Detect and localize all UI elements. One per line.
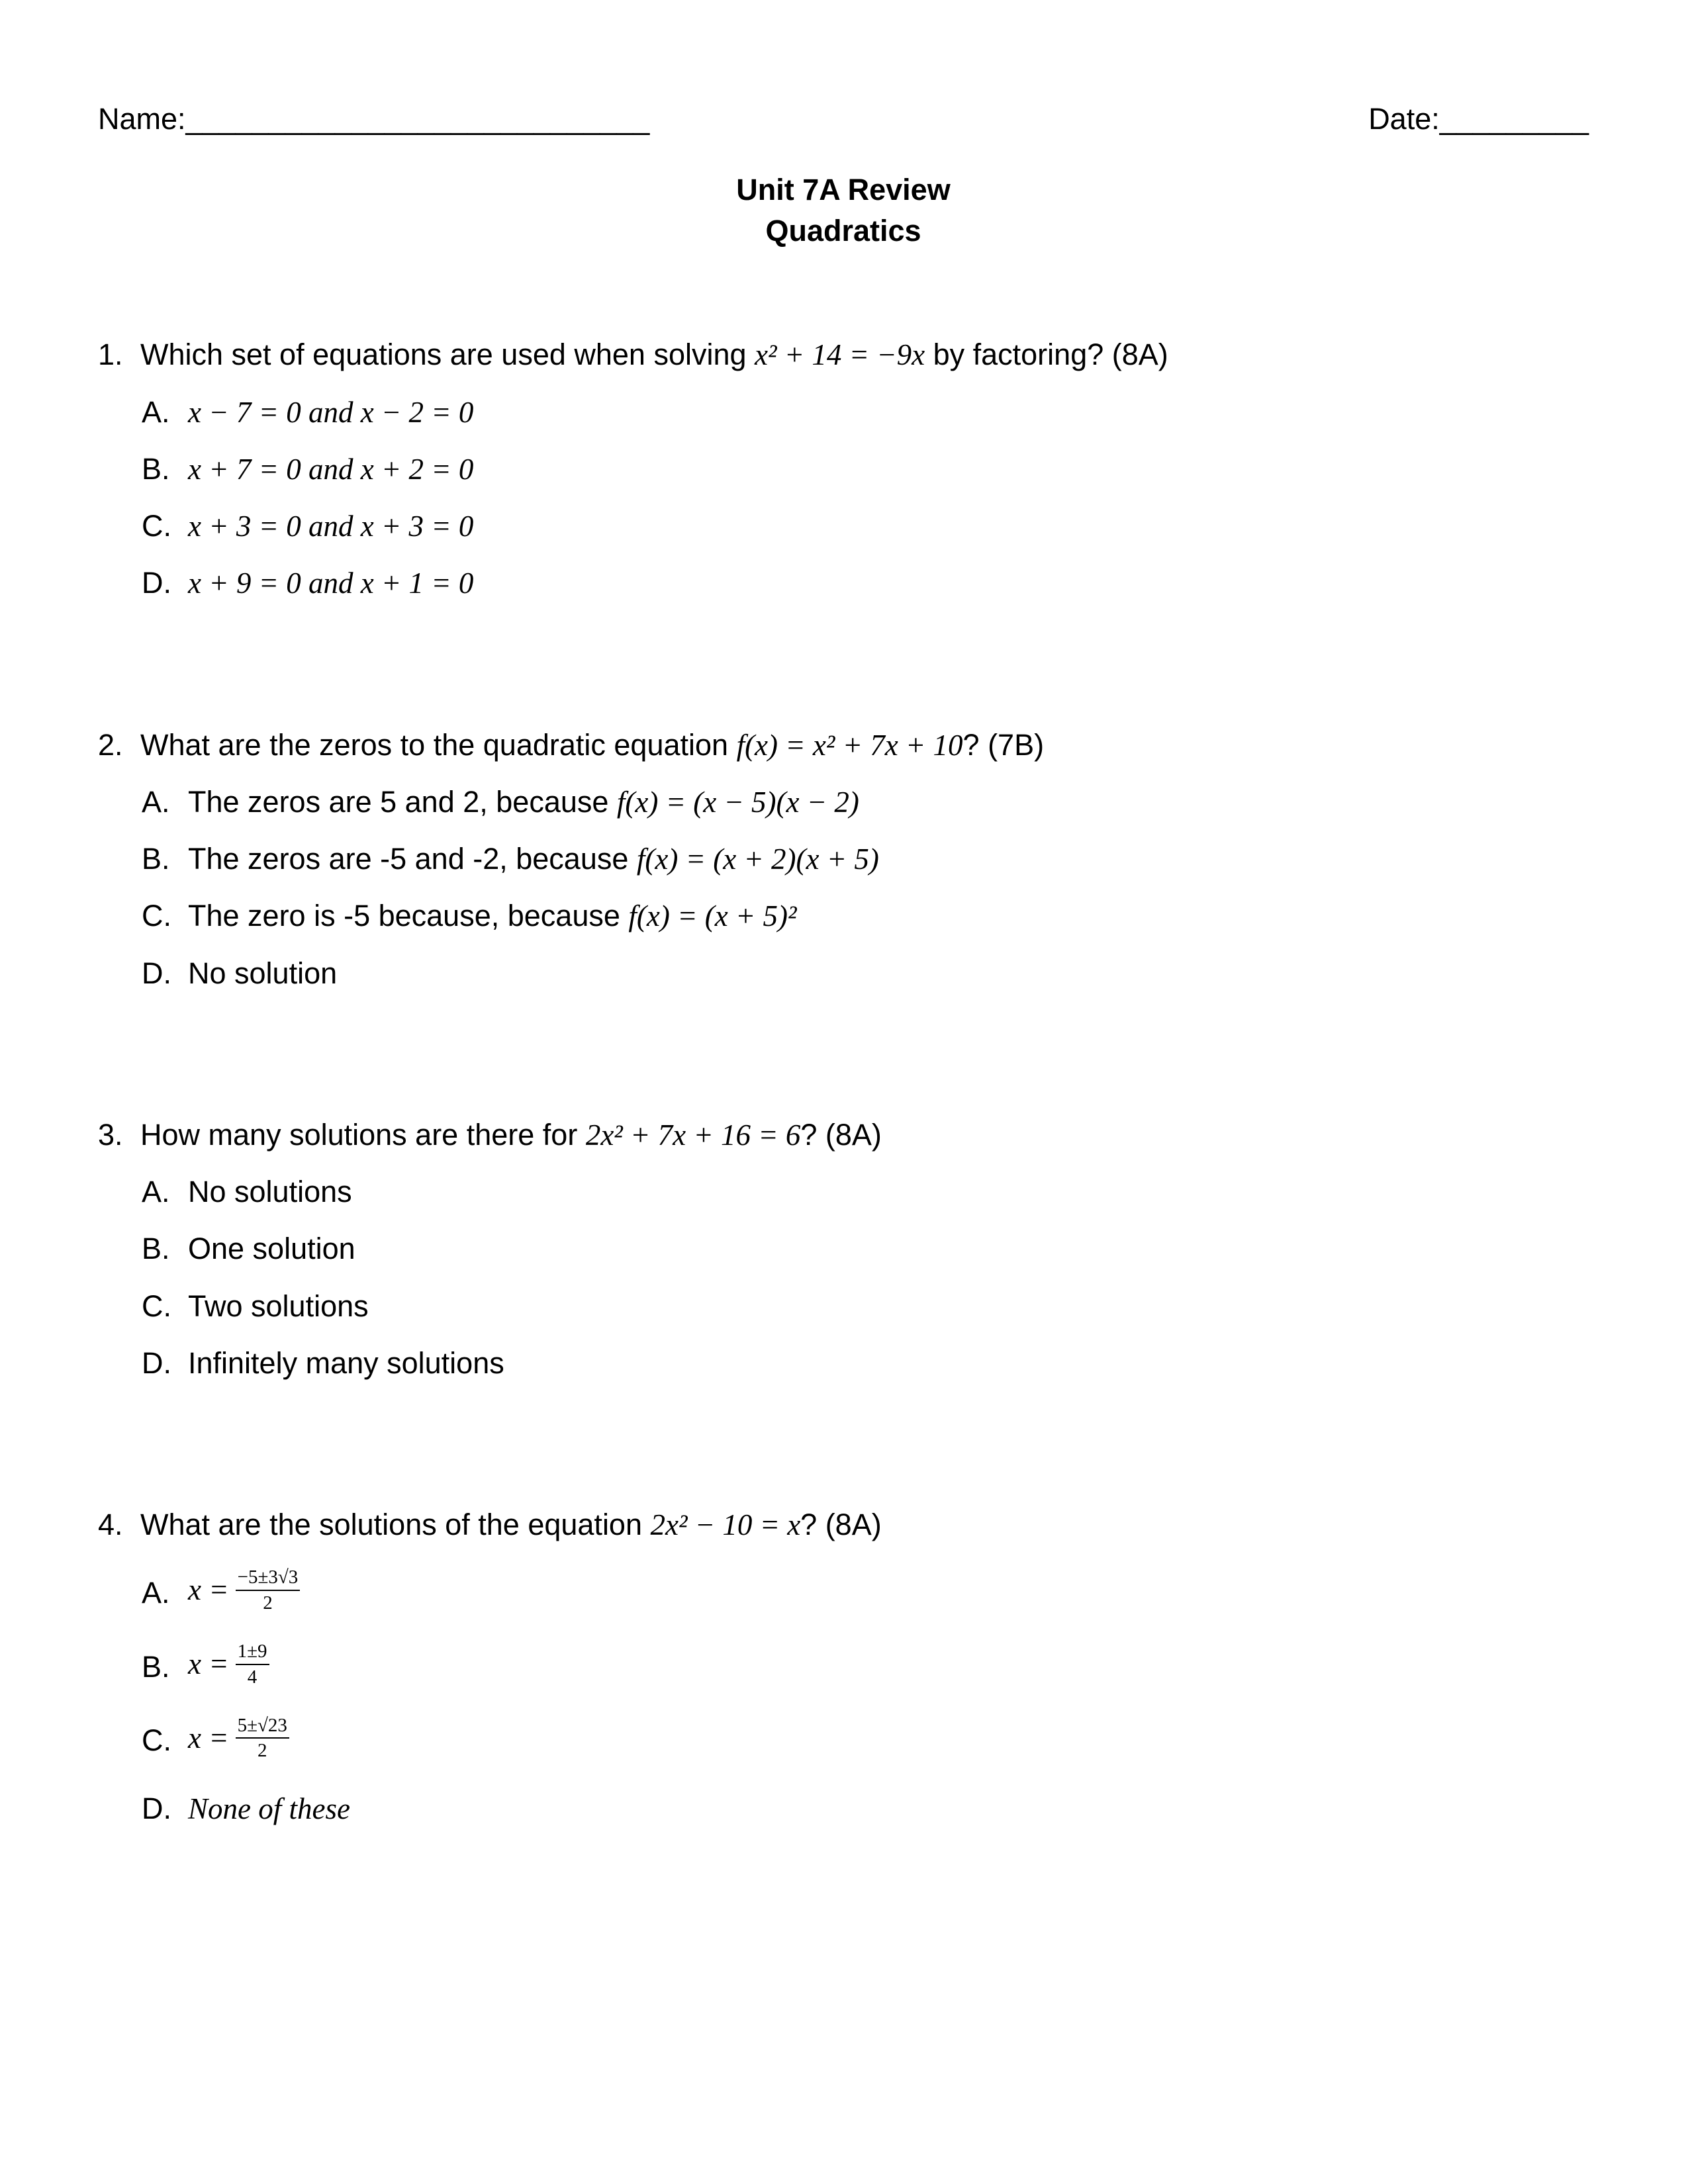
name-label: Name: <box>98 102 186 136</box>
math-expression: 2x² − 10 = x <box>650 1508 801 1542</box>
fraction-denominator: 2 <box>263 1592 273 1614</box>
choice-text: No solution <box>188 956 338 990</box>
choice-letter: C. <box>142 1289 171 1323</box>
choice-letter: C. <box>142 1723 171 1758</box>
question-4-choice-b <box>142 1643 1589 1692</box>
equation-lhs: x = <box>188 1721 229 1754</box>
name-blank: ____________________________ <box>185 102 650 136</box>
fraction-denominator: 4 <box>247 1666 258 1688</box>
question-4-choice-d <box>142 1790 1589 1827</box>
date-blank: _________ <box>1439 102 1589 136</box>
question-1-choice-a <box>142 394 1589 431</box>
fraction <box>236 1714 289 1763</box>
name-field <box>98 101 649 138</box>
math-expression: x² + 14 = −9x <box>755 338 925 372</box>
question-3-choice-c <box>142 1288 1589 1325</box>
prompt-text: ? (7B) <box>962 727 1045 762</box>
question-3 <box>98 1116 1589 1382</box>
fraction-numerator: 5±√23 <box>236 1714 289 1739</box>
choice-text-plain: The zeros are -5 and -2, because <box>188 842 637 876</box>
worksheet-title-block <box>98 169 1589 251</box>
question-4-choice-c <box>142 1714 1589 1766</box>
math-expression: x + 7 = 0 and x + 2 = 0 <box>188 452 474 486</box>
equation-lhs: x = <box>188 1573 229 1607</box>
fraction <box>236 1566 301 1615</box>
question-1-choice-b <box>142 451 1589 488</box>
choice-letter: C. <box>142 899 171 933</box>
date-field <box>1368 101 1589 138</box>
choice-text <box>188 897 797 934</box>
choice-letter: A. <box>142 784 170 819</box>
question-1-choice-c <box>142 508 1589 545</box>
math-expression: f(x) = x² + 7x + 10 <box>736 728 963 762</box>
prompt-text: ? (8A) <box>800 1117 882 1152</box>
question-text <box>140 336 1168 373</box>
question-2-prompt <box>98 727 1589 764</box>
question-text <box>140 727 1044 764</box>
question-1 <box>98 336 1589 602</box>
prompt-text: ? (8A) <box>800 1508 882 1542</box>
question-3-choice-d <box>142 1345 1589 1382</box>
math-expression <box>188 1643 269 1692</box>
question-2-choice-b <box>142 841 1589 878</box>
math-expression <box>188 1714 289 1766</box>
question-number: 2. <box>98 727 123 762</box>
choice-letter: A. <box>142 394 170 429</box>
math-expression: f(x) = (x + 5)² <box>628 899 797 933</box>
math-expression: f(x) = (x + 2)(x + 5) <box>636 842 879 876</box>
question-4-prompt <box>98 1506 1589 1543</box>
choice-letter: D. <box>142 1345 171 1380</box>
choice-text: One solution <box>188 1232 355 1266</box>
math-expression: x − 7 = 0 and x − 2 = 0 <box>188 395 474 429</box>
question-1-choices <box>142 394 1589 602</box>
choice-letter: B. <box>142 1649 170 1684</box>
math-expression: x + 9 = 0 and x + 1 = 0 <box>188 567 474 600</box>
choice-letter: A. <box>142 1175 170 1209</box>
question-4-choices <box>142 1569 1589 1827</box>
math-expression: 2x² + 7x + 16 = 6 <box>585 1118 801 1152</box>
choice-letter: D. <box>142 956 171 990</box>
prompt-text: What are the zeros to the quadratic equation <box>140 727 737 762</box>
fraction <box>236 1640 269 1689</box>
fraction-numerator: −5±3√3 <box>236 1566 301 1591</box>
choice-text: Infinitely many solutions <box>188 1345 504 1380</box>
question-number: 1. <box>98 338 123 372</box>
prompt-text: by factoring? (8A) <box>925 338 1168 372</box>
question-3-choice-b <box>142 1230 1589 1267</box>
fraction-denominator: 2 <box>258 1740 267 1762</box>
worksheet-subtitle: Quadratics <box>765 214 921 248</box>
question-4-choice-a <box>142 1569 1589 1617</box>
question-2-choices <box>142 784 1589 992</box>
worksheet-title: Unit 7A Review <box>736 173 951 207</box>
choice-letter: B. <box>142 1232 170 1266</box>
equation-lhs: x = <box>188 1647 229 1681</box>
question-1-prompt <box>98 336 1589 373</box>
choice-text <box>188 841 879 878</box>
choice-letter: D. <box>142 1792 171 1826</box>
choice-letter: B. <box>142 451 170 486</box>
prompt-text: Which set of equations are used when solving <box>140 338 755 372</box>
choice-text: Two solutions <box>188 1289 369 1323</box>
choice-letter: C. <box>142 509 171 543</box>
question-number: 3. <box>98 1117 123 1152</box>
question-2 <box>98 727 1589 992</box>
question-text <box>140 1506 882 1543</box>
question-2-choice-d <box>142 955 1589 992</box>
question-3-prompt <box>98 1116 1589 1154</box>
math-expression: f(x) = (x − 5)(x − 2) <box>616 785 859 819</box>
prompt-text: What are the solutions of the equation <box>140 1508 651 1542</box>
prompt-text: How many solutions are there for <box>140 1117 586 1152</box>
question-3-choice-a <box>142 1173 1589 1210</box>
math-expression: None of these <box>188 1792 350 1826</box>
choice-text-plain: The zero is -5 because, because <box>188 899 629 933</box>
choice-text-plain: The zeros are 5 and 2, because <box>188 784 617 819</box>
question-2-choice-a <box>142 784 1589 821</box>
question-1-choice-d <box>142 565 1589 602</box>
choice-letter: B. <box>142 842 170 876</box>
choice-text: No solutions <box>188 1175 352 1209</box>
question-text <box>140 1116 882 1154</box>
math-expression: x + 3 = 0 and x + 3 = 0 <box>188 510 474 543</box>
question-2-choice-c <box>142 897 1589 934</box>
choice-letter: A. <box>142 1576 170 1610</box>
fraction-numerator: 1±9 <box>236 1640 269 1665</box>
choice-text <box>188 784 859 821</box>
question-3-choices <box>142 1173 1589 1382</box>
choice-letter: D. <box>142 566 171 600</box>
header-row <box>98 101 1589 138</box>
question-4 <box>98 1506 1589 1827</box>
question-number: 4. <box>98 1508 123 1542</box>
date-label: Date: <box>1368 102 1440 136</box>
math-expression <box>188 1569 300 1617</box>
